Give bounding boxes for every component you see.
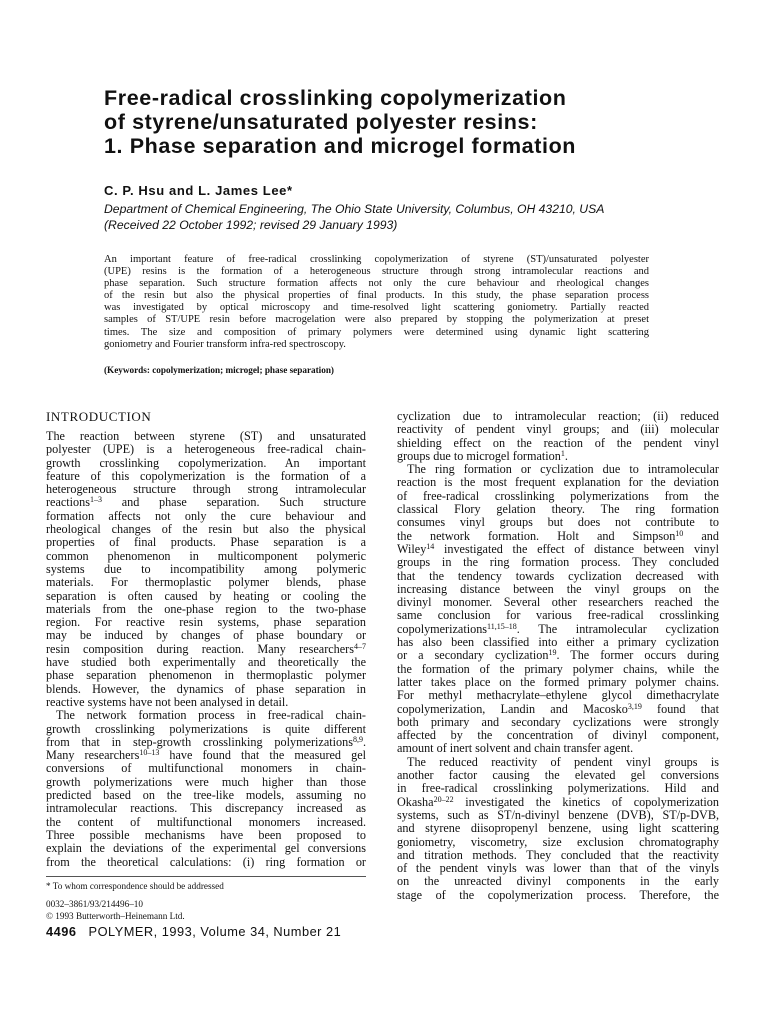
body-text-line bbox=[46, 550, 366, 563]
abstract-line: was investigated by optical microscopy and time-resolved light scattering goniometry. Partially reacted bbox=[104, 302, 649, 314]
body-text-line bbox=[397, 649, 719, 662]
text-run: . The intramolecular cyclization bbox=[516, 622, 719, 636]
text-run: on the unreacted divinyl components in the early bbox=[397, 875, 719, 889]
body-text-line bbox=[397, 530, 719, 543]
body-text-line bbox=[46, 616, 366, 629]
text-run: amount of inert solvent and chain transfer agent. bbox=[397, 742, 634, 756]
keywords: (Keywords: copolymerization; microgel; phase separation) bbox=[104, 365, 334, 375]
body-text-line bbox=[46, 470, 366, 483]
text-run: have studied both experimentally and theoretically the bbox=[46, 656, 366, 670]
text-run: the formation of the primary polymer chains, while the bbox=[397, 662, 719, 676]
text-run: Many researchers bbox=[46, 749, 140, 763]
text-run: increasing distance between the vinyl groups on the bbox=[397, 582, 719, 596]
body-text-line bbox=[397, 782, 719, 795]
text-run: and phase separation. Such structure bbox=[102, 496, 366, 510]
reference-superscript: 1 bbox=[560, 449, 565, 458]
text-run: cyclization due to intramolecular reaction; (ii) reduced bbox=[397, 410, 719, 423]
text-run: formation affects not only the cure behaviour and bbox=[46, 509, 366, 523]
title-line: of styrene/unsaturated polyester resins: bbox=[104, 110, 538, 134]
body-text-line bbox=[397, 703, 719, 716]
text-run: . The former occurs during bbox=[556, 649, 719, 663]
text-run: rheological changes of the resin but also the physical bbox=[46, 523, 366, 537]
text-run: reactions bbox=[46, 496, 90, 510]
text-run: stage of the copolymerization process. Therefore, the bbox=[397, 888, 719, 902]
body-text-line bbox=[46, 443, 366, 456]
text-run: has also been classified into either a primary cyclization bbox=[397, 636, 719, 650]
abstract-line: An important feature of free-radical crosslinking copolymerization of styrene (ST)/unsaturated polyester bbox=[104, 254, 649, 265]
body-text-line bbox=[397, 796, 719, 809]
body-text-line bbox=[397, 423, 719, 436]
text-run: from the theoretical calculations: (i) ring formation or bbox=[46, 855, 366, 869]
text-run: predicted based on the tree-like models, assuming no bbox=[46, 789, 366, 803]
page-footer bbox=[46, 924, 341, 939]
body-text-line bbox=[397, 636, 719, 649]
body-text-line bbox=[46, 789, 366, 802]
text-run: consumes vinyl groups but does not contribute to bbox=[397, 516, 719, 530]
text-run: divinyl monomer. Several other researchers reached the bbox=[397, 596, 719, 610]
body-text-line bbox=[397, 875, 719, 888]
body-text-line bbox=[46, 762, 366, 775]
abstract bbox=[104, 254, 649, 351]
text-run: the network formation. Holt and Simpson bbox=[397, 529, 676, 543]
text-run: feature of this copolymerization is the formation of a bbox=[46, 469, 366, 483]
reference-superscript: 4–7 bbox=[354, 642, 366, 651]
body-text-line bbox=[46, 829, 366, 842]
text-run: . bbox=[362, 735, 366, 749]
text-run: The reaction between styrene (ST) and unsaturated bbox=[46, 430, 366, 443]
body-text-line bbox=[46, 603, 366, 616]
body-text-line bbox=[397, 623, 719, 636]
body-text-line bbox=[46, 802, 366, 815]
journal-citation: POLYMER, 1993, Volume 34, Number 21 bbox=[88, 924, 342, 939]
body-text-line bbox=[397, 490, 719, 503]
text-run: explain the deviations of the experimental gel conversions bbox=[46, 842, 366, 856]
publication-info bbox=[46, 899, 185, 922]
copyright-line: © 1993 Butterworth–Heinemann Ltd. bbox=[46, 910, 185, 921]
text-run: growth crosslinking copolymerization. An important bbox=[46, 456, 366, 470]
text-run: groups in the ring formation process. They concluded bbox=[397, 556, 719, 570]
body-text-line bbox=[397, 716, 719, 729]
body-text-line bbox=[397, 596, 719, 609]
body-text-line bbox=[397, 809, 719, 822]
affiliation bbox=[104, 201, 704, 233]
body-text-line bbox=[46, 536, 366, 549]
text-run: and bbox=[683, 529, 719, 543]
text-run: and titration methods. They concluded that the reactivity bbox=[397, 848, 719, 862]
body-column-left bbox=[46, 410, 366, 869]
body-text-line bbox=[46, 709, 366, 722]
text-run: affected by the concentration of divinyl component, bbox=[397, 729, 719, 743]
body-text-line bbox=[46, 430, 366, 443]
body-text-line bbox=[397, 410, 719, 423]
reference-superscript: 1–3 bbox=[90, 496, 102, 505]
body-text-line bbox=[397, 689, 719, 702]
body-text-line bbox=[46, 590, 366, 603]
text-run: separation is often caused by heating or cooling the bbox=[46, 589, 366, 603]
received-dates: (Received 22 October 1992; revised 29 January 1993) bbox=[104, 218, 398, 232]
text-run: intramolecular reactions. This discrepancy increased as bbox=[46, 802, 366, 816]
text-run: and styrene diisopropenyl benzene, using light scattering bbox=[397, 822, 719, 836]
body-text-line bbox=[46, 736, 366, 749]
body-text-line bbox=[46, 563, 366, 576]
body-text-line bbox=[397, 742, 719, 755]
text-run: investigated the effect of distance between vinyl bbox=[434, 542, 719, 556]
text-run: materials. For thermoplastic polymer blends, phase bbox=[46, 576, 366, 590]
text-run: another factor causing the elevated gel conversions bbox=[397, 769, 719, 783]
text-run: of the pendent vinyls was lower than that of the vinyls bbox=[397, 862, 719, 876]
text-run: reactivity of pendent vinyl groups; and (iii) molecular bbox=[397, 423, 719, 437]
text-run: that the tendency towards cyclization decreased with bbox=[397, 569, 719, 583]
body-text-line bbox=[46, 776, 366, 789]
body-text-line bbox=[46, 523, 366, 536]
text-run: both primary and secondary cyclizations were strongly bbox=[397, 715, 719, 729]
abstract-line: goniometry and Fourier transform infra-red spectroscopy. bbox=[104, 338, 346, 350]
body-text-line bbox=[46, 576, 366, 589]
authors: C. P. Hsu and L. James Lee* bbox=[104, 183, 293, 198]
body-text-line bbox=[397, 437, 719, 450]
body-text-line bbox=[397, 543, 719, 556]
body-text-line bbox=[46, 483, 366, 496]
text-run: have found that the measured gel bbox=[159, 749, 366, 763]
text-run: the content of multifunctional monomers increased. bbox=[46, 815, 366, 829]
body-text-line bbox=[397, 769, 719, 782]
reference-superscript: 3,19 bbox=[627, 702, 642, 711]
text-run: goniometry, viscometry, size exclusion chromatography bbox=[397, 835, 719, 849]
body-text-line bbox=[397, 583, 719, 596]
reference-superscript: 10–13 bbox=[139, 749, 160, 758]
body-text-line bbox=[46, 723, 366, 736]
body-text-line bbox=[46, 842, 366, 855]
text-run: or a secondary cyclization bbox=[397, 649, 549, 663]
text-run: The ring formation or cyclization due to intramolecular bbox=[407, 463, 719, 477]
text-run: copolymerization, Landin and Macosko bbox=[397, 702, 628, 716]
text-run: systems, such as ST/n-divinyl benzene (DVB), ST/p-DVB, bbox=[397, 808, 719, 822]
text-run: The reduced reactivity of pendent vinyl groups is bbox=[407, 755, 719, 769]
text-run: latter takes place on the formed primary polymer chains. bbox=[397, 675, 719, 689]
text-run: properties of final products. Phase separation is a bbox=[46, 536, 366, 550]
text-run: Three possible mechanisms have been proposed to bbox=[46, 828, 366, 842]
body-text-line bbox=[397, 889, 719, 902]
reference-superscript: 8,9 bbox=[352, 735, 363, 744]
text-run: phase separation phenomenon in thermoplastic polymer bbox=[46, 669, 366, 683]
text-run: growth polymerizations were much higher than those bbox=[46, 775, 366, 789]
text-run: polyester (UPE) is a heterogeneous free-radical chain- bbox=[46, 443, 366, 457]
text-run: resin composition during reaction. Many researchers bbox=[46, 642, 354, 656]
footnote-divider bbox=[46, 876, 366, 877]
page-number: 4496 bbox=[46, 924, 77, 939]
text-run: Wiley bbox=[397, 542, 427, 556]
reference-superscript: 14 bbox=[426, 542, 435, 551]
abstract-line: samples of ST/UPE resin before macrogelation were also prepared by stopping the polymerization at preset bbox=[104, 314, 649, 326]
text-run: Okasha bbox=[397, 795, 434, 809]
body-text-line bbox=[397, 836, 719, 849]
text-run: copolymerizations bbox=[397, 622, 488, 636]
body-text-line bbox=[397, 609, 719, 622]
issn-code: 0032–3861/93/214496–10 bbox=[46, 899, 143, 909]
text-run: heterogeneous structure through strong intramolecular bbox=[46, 483, 366, 497]
affiliation-line: Department of Chemical Engineering, The Ohio State University, Columbus, OH 43210, USA bbox=[104, 202, 605, 216]
body-text-line bbox=[46, 696, 366, 709]
body-text-line bbox=[46, 457, 366, 470]
text-run: region. For reactive resin systems, phase separation bbox=[46, 616, 366, 630]
body-text-line bbox=[397, 556, 719, 569]
text-run: For methyl methacrylate–ethylene glycol dimethacrylate bbox=[397, 689, 719, 703]
body-text-line bbox=[397, 663, 719, 676]
text-run: growth crosslinking polymerizations is quite different bbox=[46, 722, 366, 736]
reference-superscript: 11,15–18 bbox=[487, 622, 517, 631]
text-run: The network formation process in free-radical chain- bbox=[56, 709, 366, 723]
text-run: systems due to incompatibility among polymeric bbox=[46, 562, 366, 576]
text-run: investigated the kinetics of copolymerization bbox=[453, 795, 719, 809]
title-line: 1. Phase separation and microgel formation bbox=[104, 134, 577, 158]
body-text-line bbox=[46, 643, 366, 656]
section-heading bbox=[46, 410, 366, 430]
text-run: . bbox=[564, 449, 568, 463]
body-text-line bbox=[46, 683, 366, 696]
title-line: Free-radical crosslinking copolymerization bbox=[104, 86, 567, 110]
body-text-line bbox=[397, 822, 719, 835]
body-text-line bbox=[397, 450, 719, 463]
abstract-line: times. The size and composition of primary polymers were determined using dynamic light scattering bbox=[104, 326, 649, 338]
text-run: shielding effect on the reaction of the pendent vinyl bbox=[397, 436, 719, 450]
body-text-line bbox=[46, 656, 366, 669]
text-run: reactive systems have not been analysed in detail. bbox=[46, 695, 289, 709]
body-text-line bbox=[397, 516, 719, 529]
body-text-line bbox=[46, 496, 366, 509]
text-run: reaction is the most frequent explanation for the deviation bbox=[397, 476, 719, 490]
reference-superscript: 19 bbox=[548, 649, 557, 658]
abstract-line: (UPE) resins is the formation of a heterogeneous structure through strong intramolecular reactions and bbox=[104, 266, 649, 278]
text-run: classical Flory gelation theory. The ring formation bbox=[397, 503, 719, 517]
paper-title bbox=[104, 86, 704, 158]
body-text-line bbox=[397, 862, 719, 875]
body-text-line bbox=[397, 476, 719, 489]
text-run: common phenomenon in multicomponent polymeric bbox=[46, 549, 366, 563]
body-text-line bbox=[46, 749, 366, 762]
reference-superscript: 20–22 bbox=[433, 795, 454, 804]
body-text-line bbox=[46, 856, 366, 869]
body-text-line bbox=[46, 629, 366, 642]
text-run: of free-radical crosslinking polymerizations from the bbox=[397, 489, 719, 503]
body-text-line bbox=[397, 756, 719, 769]
text-run: groups due to microgel formation bbox=[397, 449, 561, 463]
reference-superscript: 10 bbox=[675, 529, 684, 538]
body-text-line bbox=[46, 669, 366, 682]
body-text-line bbox=[46, 816, 366, 829]
abstract-line: phase separation. Such structure formation affects not only the cure behaviour and rheological changes bbox=[104, 278, 649, 290]
text-run: found that bbox=[641, 702, 719, 716]
text-run: same conclusion for various free-radical crosslinking bbox=[397, 609, 719, 623]
text-run: conversions of multifunctional monomers in chain- bbox=[46, 762, 366, 776]
body-text-line bbox=[397, 676, 719, 689]
text-run: from that in step-growth crosslinking polymerizations bbox=[46, 735, 353, 749]
abstract-line: of the resin but also the physical properties of final products. In this study, the phase separation process bbox=[104, 290, 649, 302]
text-run: materials from the one-phase region to the two-phase bbox=[46, 602, 366, 616]
body-text-line bbox=[397, 729, 719, 742]
text-run: blends. However, the dynamics of phase separation in bbox=[46, 682, 366, 696]
body-text-line bbox=[397, 463, 719, 476]
body-text-line bbox=[397, 849, 719, 862]
correspondence-footnote: * To whom correspondence should be addressed bbox=[46, 881, 224, 891]
text-run: INTRODUCTION bbox=[46, 410, 152, 424]
body-text-line bbox=[397, 503, 719, 516]
text-run: may be induced by changes of phase boundary or bbox=[46, 629, 366, 643]
body-text-line bbox=[46, 510, 366, 523]
text-run: in free-radical crosslinking polymerizations. Hild and bbox=[397, 782, 719, 796]
body-column-right bbox=[397, 410, 719, 902]
body-text-line bbox=[397, 570, 719, 583]
